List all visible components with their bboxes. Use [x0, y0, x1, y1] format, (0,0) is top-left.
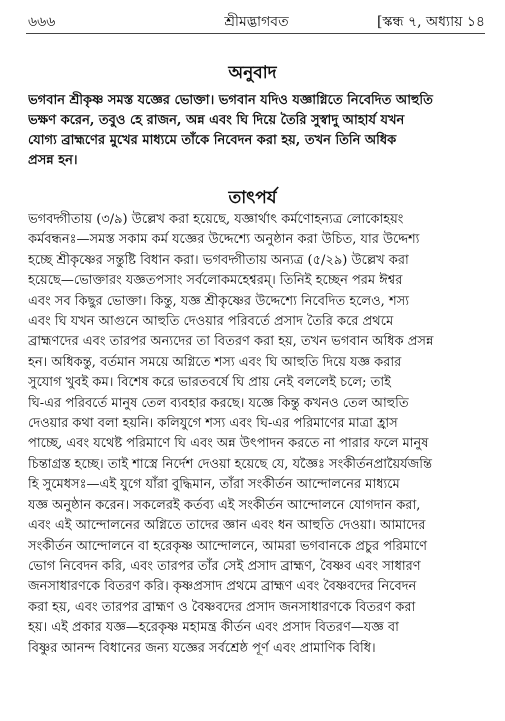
purport-line: বিষ্ণুর আনন্দ বিধানের জন্য যজ্ঞের সর্বশ্রেষ্ঠ পূর্ণ এবং প্রামাণিক বিধি। [28, 640, 376, 656]
purport-line: হয়েছে—ভোক্তারং যজ্ঞতপসাং সর্বলোকমহেশ্বরম্‌। তিনিই হচ্ছেন পরম ঈশ্বর [28, 273, 403, 289]
book-title: শ্রীমদ্ভাগবত [224, 14, 289, 30]
translation-heading: অনুবাদ [228, 63, 277, 83]
purport-line: ঘি-এর পরিবর্তে মানুষ তেল ব্যবহার করছে। যজ্ঞে কিন্তু কখনও তেল আহুতি [28, 395, 409, 411]
purport-line: হি সুমেধসঃ—এই যুগে যাঁরা বুদ্ধিমান, তাঁরা সংকীর্তন আন্দোলনের মাধ্যমে [28, 477, 400, 493]
purport-line: হন। অধিকন্তু, বর্তমান সময়ে অগ্নিতে শস্য এবং ঘি আহুতি দিয়ে যজ্ঞ করার [28, 354, 402, 370]
purport-line: পাচ্ছে, এবং যথেষ্ট পরিমাণে ঘি এবং অন্ন উৎপাদন করতে না পারার ফলে মানুষ [28, 436, 429, 452]
purport-line: হয়। এই প্রকার যজ্ঞ—হরেকৃষ্ণ মহামন্ত্র কীর্তন এবং প্রসাদ বিতরণ—যজ্ঞ বা [28, 620, 399, 636]
purport-line: ভোগ নিবেদন করি, এবং তারপর তাঁর সেই প্রসাদ ব্রাহ্মণ, বৈষ্ণব এবং সাধারণ [28, 558, 421, 574]
translation-line: ভক্ষণ করেন, তবুও হে রাজন, অন্ন এবং ঘি দিয়ে তৈরি সুস্বাদু আহার্য যখন [28, 113, 405, 128]
translation-line: ভগবান শ্রীকৃষ্ণ সমস্ত যজ্ঞের ভোক্তা। ভগবান যদিও যজ্ঞাগ্নিতে নিবেদিত আহুতি [28, 93, 433, 108]
translation-paragraph [28, 91, 486, 171]
header-rule [26, 33, 485, 34]
purport-line: যজ্ঞ অনুষ্ঠান করেন। সকলেরই কর্তব্য এই সংকীর্তন আন্দোলনে যোগদান করা, [28, 497, 421, 513]
purport-line: এবং এই আন্দোলনের অগ্নিতে তাদের জ্ঞান এবং ধন আহুতি দেওয়া। আমাদের [28, 518, 426, 534]
purport-heading: তাৎপর্য [228, 188, 277, 208]
page-number: ৬৬৬ [28, 14, 56, 30]
purport-line: করা হয়, এবং তারপর ব্রাহ্মণ ও বৈষ্ণবদের প্রসাদ জনসাধারণকে বিতরণ করা [28, 599, 416, 615]
purport-line: হচ্ছে শ্রীকৃষ্ণের সন্তুষ্টি বিধান করা। ভগবদ্গীতায় অন্যত্র (৫/২৯) উল্লেখ করা [28, 252, 409, 268]
purport-line: এবং ঘি যখন আগুনে আহুতি দেওয়ার পরিবর্তে প্রসাদ তৈরি করে প্রথমে [28, 314, 394, 330]
translation-line: যোগ্য ব্রাহ্মণের মুখের মাধ্যমে তাঁকে নিবেদন করা হয়, তখন তিনি অধিক [28, 133, 397, 148]
running-header [28, 8, 485, 30]
chapter-reference: [স্কন্ধ ৭, অধ্যায় ১৪ [376, 14, 485, 30]
translation-line: প্রসন্ন হন। [28, 153, 78, 168]
purport-paragraph [28, 210, 486, 659]
purport-line: এবং সব কিছুর ভোক্তা। কিন্তু, যজ্ঞ শ্রীকৃষ্ণের উদ্দেশ্যে নিবেদিত হলেও, শস্য [28, 293, 409, 309]
purport-line: কর্মবন্ধনঃ—সমস্ত সকাম কর্ম যজ্ঞের উদ্দেশ্যে অনুষ্ঠান করা উচিত, যার উদ্দেশ্য [28, 232, 420, 248]
purport-line: ব্রাহ্মণদের এবং তারপর অন্যদের তা বিতরণ করা হয়, তখন ভগবান অধিক প্রসন্ন [28, 334, 434, 350]
purport-line: ভগবদ্গীতায় (৩/৯) উল্লেখ করা হয়েছে, যজ্ঞার্থাৎ কর্মণোহন্যত্র লোকোহয়ং [28, 212, 404, 227]
purport-line: সংকীর্তন আন্দোলনে বা হরেকৃষ্ণ আন্দোলনে, আমরা ভগবানকে প্রচুর পরিমাণে [28, 538, 428, 554]
purport-line: চিন্তাগ্রস্ত হচ্ছে। তাই শাস্ত্রে নির্দেশ দেওয়া হয়েছে যে, যজ্ঞৈঃ সংকীর্তনপ্রায়ৈর্যজন্তি [28, 456, 432, 472]
purport-line: সুযোগ খুবই কম। বিশেষ করে ভারতবর্ষে ঘি প্রায় নেই বললেই চলে; তাই [28, 375, 391, 391]
purport-line: জনসাধারণকে বিতরণ করি। কৃষ্ণপ্রসাদ প্রথমে ব্রাহ্মণ এবং বৈষ্ণবদের নিবেদন [28, 579, 417, 595]
purport-line: দেওয়ার কথা বলা হয়নি। কলিযুগে শস্য এবং ঘি-এর পরিমাণের মাত্রা হ্রাস [28, 416, 398, 432]
